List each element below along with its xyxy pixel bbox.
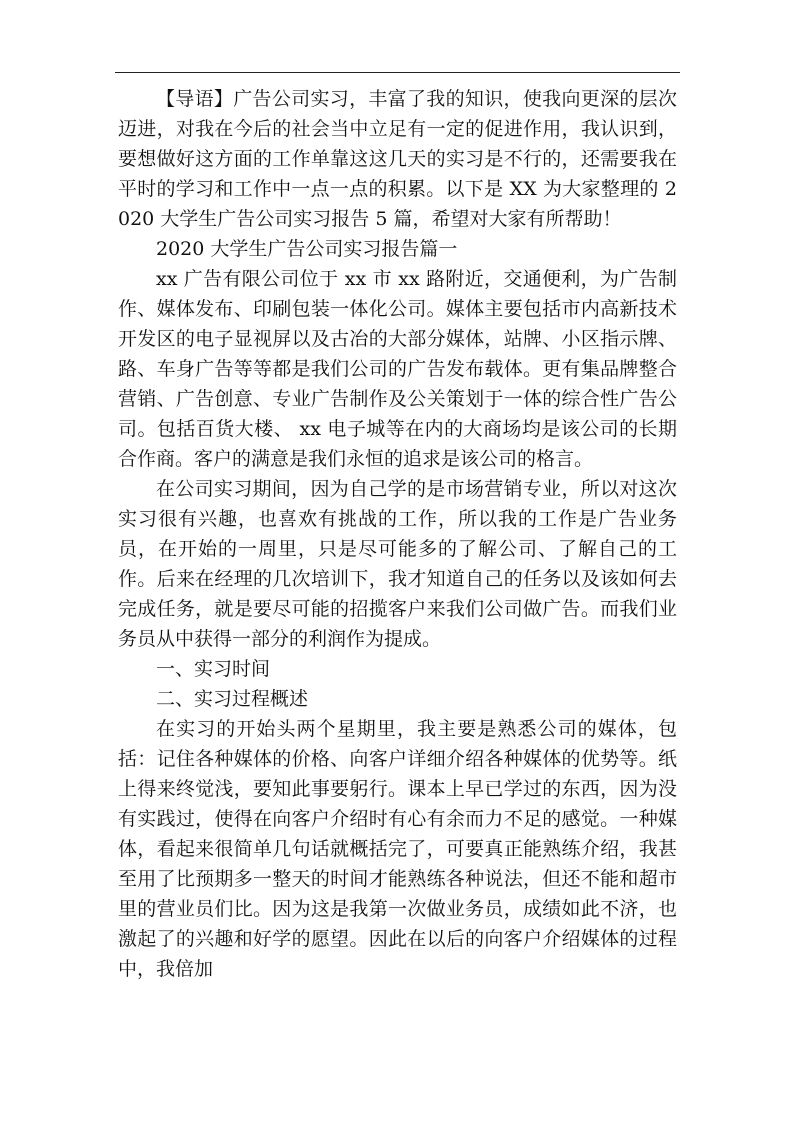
process-paragraph: 在实习的开始头两个星期里，我主要是熟悉公司的媒体，包括：记住各种媒体的价格、向客户详细介绍各种媒体的优势等。纸上得来终觉浅，要知此事要躬行。课本上早已学过的东西，因为没有实践过，使得在向客户介绍时有心有余而力不足的感觉。一种媒体，看起来很简单几句话就概括完了，可要真正能熟练介绍，我甚至用了比预期多一整天的时间才能熟练各种说法，但还不能和超市里的营业员们比。因为这是我第一次做业务员，成绩如此不济，也激起了的兴趣和好学的愿望。因此在以后的向客户介绍媒体的过程中，我倍加: [118, 718, 677, 980]
internship-paragraph: 在公司实习期间，因为自己学的是市场营销专业，所以对这次实习很有兴趣，也喜欢有挑战的工作，所以我的工作是广告业务员，在开始的一周里，只是尽可能多的了解公司、了解自己的工作。后来在经理的几次培训下，我才知道自己的任务以及该如何去完成任务，就是要尽可能的招揽客户来我们公司做广告。而我们业务员从中获得一部分的利润作为提成。: [118, 478, 677, 650]
heading-internship-time: 一、实习时间: [156, 658, 271, 680]
document-body: [118, 84, 677, 984]
intro-paragraph: 【导语】广告公司实习，丰富了我的知识，使我向更深的层次迈进，对我在今后的社会当中立足有一定的促进作用，我认识到，要想做好这方面的工作单靠这这几天的实习是不行的，还需要我在平时的学习和工作中一点一点的积累。以下是 XX 为大家整理的 2020 大学生广告公司实习报告 5 篇，希望对大家有所帮助！: [118, 88, 677, 230]
company-paragraph: xx 广告有限公司位于 xx 市 xx 路附近，交通便利，为广告制作、媒体发布、印刷包装一体化公司。媒体主要包括市内高新技术开发区的电子显视屏以及古冶的大部分媒体，站牌、小区指示牌、路、车身广告等等都是我们公司的广告发布载体。更有集品牌整合营销、广告创意、专业广告制作及公关策划于一体的综合性广告公司。包括百货大楼、 xx 电子城等在内的大商场均是该公司的长期合作商。客户的满意是我们永恒的追求是该公司的格言。: [118, 268, 677, 470]
section-title: 2020 大学生广告公司实习报告篇一: [156, 238, 458, 260]
header-rule: [115, 72, 680, 73]
heading-process-overview: 二、实习过程概述: [156, 688, 309, 710]
